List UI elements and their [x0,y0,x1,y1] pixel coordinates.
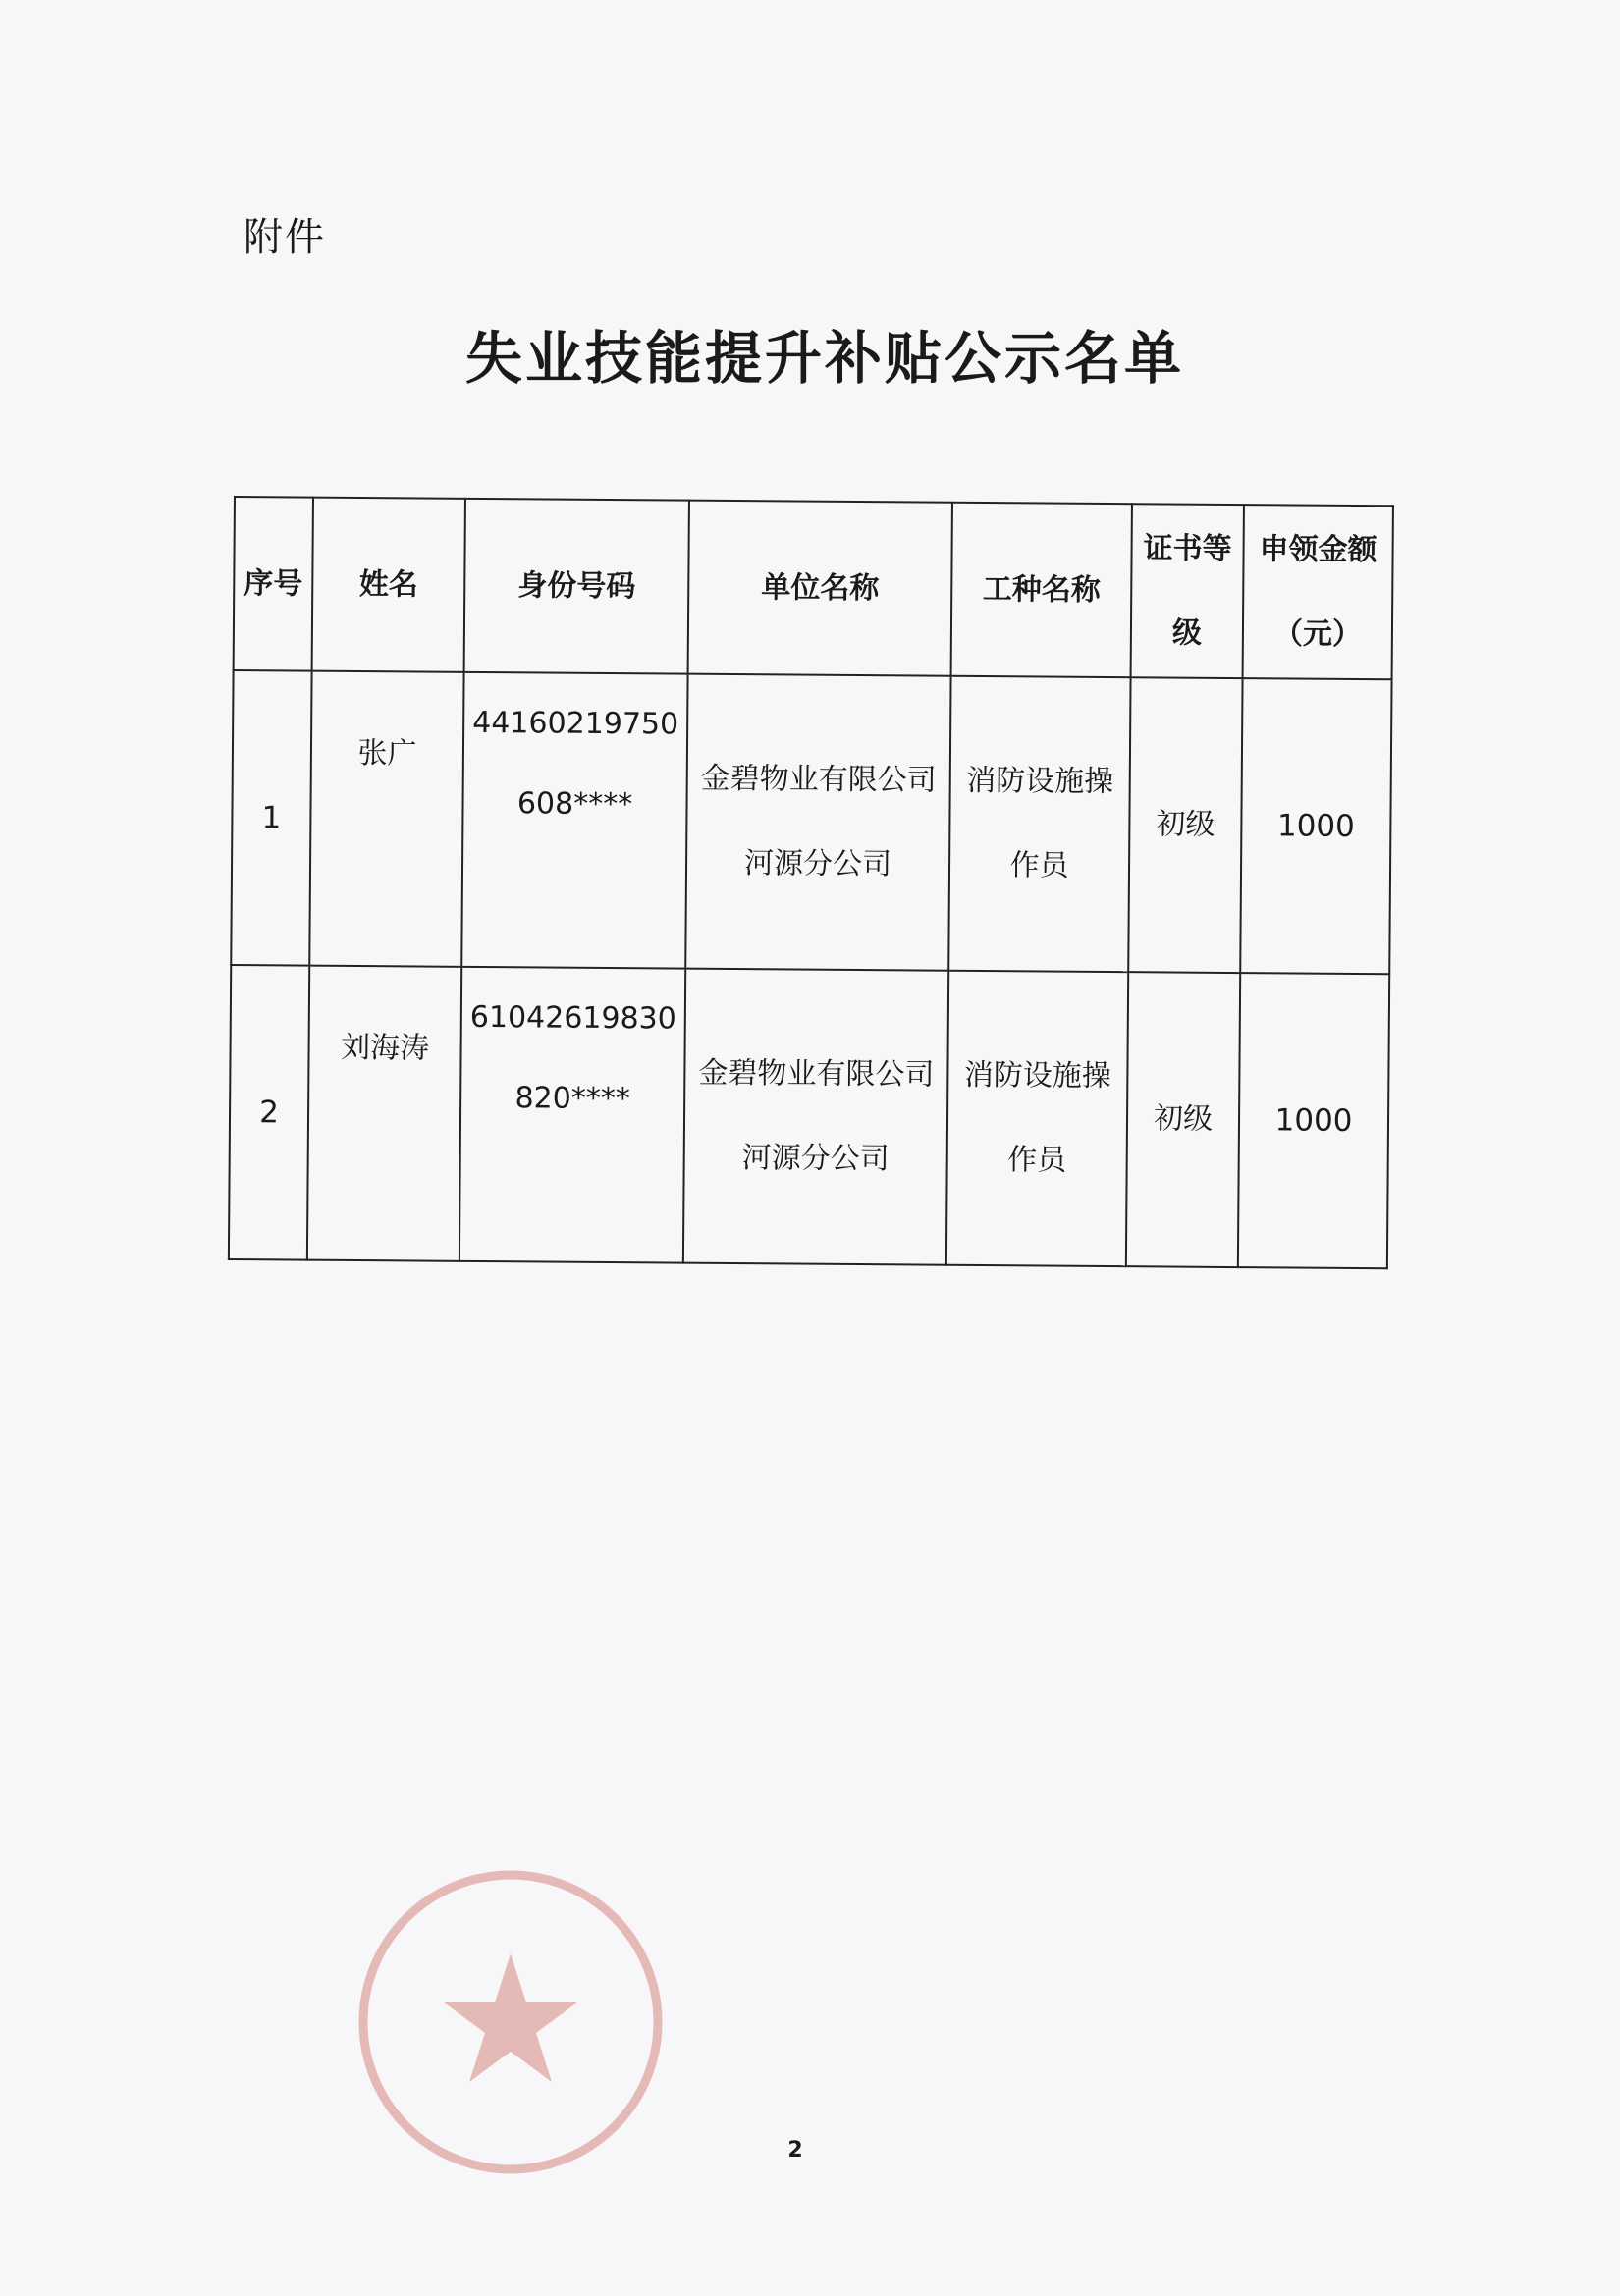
row-amount: 1000 [1240,678,1391,974]
row-employer: 金碧物业有限公司河源分公司 [685,674,950,971]
header-index: 序号 [234,497,313,671]
table-row [229,965,1389,1268]
header-employer: 单位名称 [688,501,952,676]
table-row [231,670,1391,974]
red-star-seal-icon [349,1860,673,2184]
row-cert-level: 初级 [1128,677,1242,973]
row-employer: 金碧物业有限公司河源分公司 [683,969,948,1265]
page-number: 2 [787,2138,803,2163]
row-name: 张广 [309,671,463,967]
row-id-number: 44160219750608**** [461,672,687,969]
table-header-row [234,497,1393,679]
header-amount: 申领金额（元） [1243,505,1393,679]
row-amount: 1000 [1238,973,1389,1268]
row-job-type: 消防设施操作员 [946,971,1128,1266]
row-id-number: 61042619830820**** [459,967,685,1263]
subsidy-roster-table [228,496,1394,1269]
header-cert-level: 证书等级 [1131,504,1244,678]
row-index: 2 [229,965,309,1260]
header-name: 姓名 [312,498,465,672]
row-cert-level: 初级 [1126,972,1240,1267]
header-job-type: 工种名称 [951,503,1132,677]
header-id-number: 身份号码 [464,499,689,674]
row-name: 刘海涛 [307,966,461,1261]
attachment-label: 附件 [243,215,326,260]
row-index: 1 [231,670,311,966]
document-title: 失业技能提升补贴公示名单 [464,325,1184,392]
row-job-type: 消防设施操作员 [948,676,1130,972]
